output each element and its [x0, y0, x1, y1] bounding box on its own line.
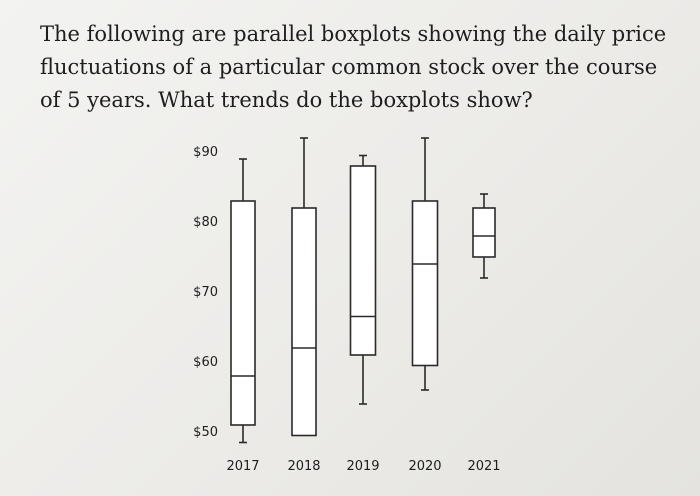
box-iqr-2019 — [351, 166, 376, 355]
x-category-label-2017: 2017 — [226, 459, 260, 474]
x-category-label-2020: 2020 — [408, 459, 442, 474]
x-category-label-2021: 2021 — [467, 459, 501, 474]
box-2020 — [413, 138, 438, 390]
box-2018 — [292, 138, 316, 436]
y-axis-tick-labels — [193, 145, 218, 440]
x-axis-category-labels — [226, 459, 500, 474]
x-category-label-2018: 2018 — [287, 459, 321, 474]
box-iqr-2017 — [231, 201, 255, 425]
box-iqr-2021 — [473, 208, 495, 257]
box-2021 — [473, 194, 495, 278]
box-2017 — [231, 159, 255, 443]
x-category-label-2019: 2019 — [346, 459, 380, 474]
y-tick-label-80: $80 — [193, 215, 218, 230]
box-iqr-2018 — [292, 208, 316, 436]
box-2019 — [351, 156, 376, 405]
question-text: The following are parallel boxplots showing the daily price fluctuations of a particular common stock over the course of 5 years. What trends do the boxplots show? — [40, 22, 667, 112]
y-tick-label-50: $50 — [193, 425, 218, 440]
y-tick-label-90: $90 — [193, 145, 218, 160]
box-iqr-2020 — [413, 201, 438, 366]
boxplot-series — [231, 138, 495, 443]
y-tick-label-70: $70 — [193, 285, 218, 300]
y-tick-label-60: $60 — [193, 355, 218, 370]
